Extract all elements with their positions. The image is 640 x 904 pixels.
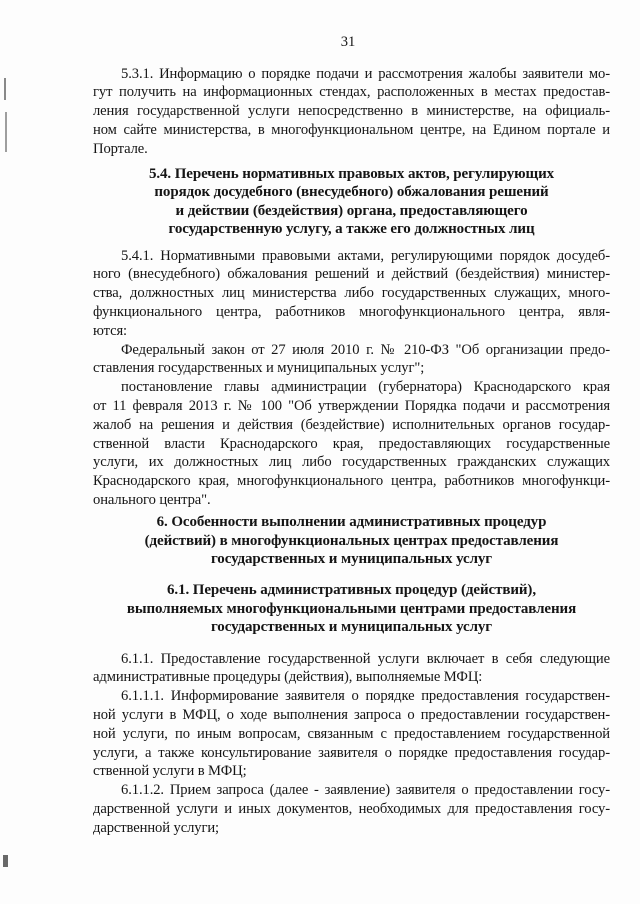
paragraph-line: дарственной услуги и иных документов, необходимых для предоставления госу-	[93, 800, 610, 817]
heading-line: (действий) в многофункциональных центрах предоставления	[144, 532, 559, 549]
body-text-5-4	[93, 247, 610, 510]
paragraph-line: онального центра".	[93, 491, 211, 508]
paragraph-line: функционального центра, работников многофункционального центра, явля-	[93, 303, 610, 320]
paragraph-line: ственной услуги в МФЦ;	[93, 763, 247, 780]
body-text-6-1	[93, 650, 610, 838]
heading-line: и действии (бездействия) органа, предоставляющего	[175, 202, 528, 219]
paragraph-line: Краснодарского края, многофункционального центра, работников многофункци-	[93, 473, 610, 490]
paragraph-line: 5.4.1. Нормативными правовыми актами, регулирующими порядок досудеб-	[121, 247, 610, 264]
paragraph-6-1-1-1	[93, 687, 610, 781]
section-heading-6-1	[93, 581, 610, 637]
section-heading-6	[93, 513, 610, 569]
heading-line: государственных и муниципальных услуг	[210, 619, 493, 636]
heading-line: государственных и муниципальных услуг	[210, 551, 493, 568]
paragraph-federal-law	[93, 341, 610, 379]
paragraph-line: жалоб на решения и действия (бездействие) исполнительных органов государ-	[93, 416, 610, 433]
paragraph-5-4-1	[93, 247, 610, 341]
paragraph-line: ления государственной услуги непосредственно в министерстве, на официаль-	[93, 103, 610, 120]
heading-line: порядок досудебного (внесудебного) обжалования решений	[154, 184, 549, 201]
scan-artifact	[5, 112, 7, 152]
paragraph-line: от 11 февраля 2013 г. № 100 "Об утверждении Порядка подачи и рассмотрения	[93, 397, 610, 414]
scan-artifact	[4, 78, 6, 100]
paragraph-line: 6.1.1.2. Прием запроса (далее - заявление) заявителя о предоставлении госу-	[121, 782, 610, 799]
heading-line: выполняемых многофункциональными центрами предоставления	[126, 600, 577, 617]
paragraph-line: ственной власти Краснодарского края, предоставляющих государственные	[93, 435, 610, 452]
paragraph-line: постановление главы администрации (губернатора) Краснодарского края	[121, 379, 610, 396]
paragraph-line: Федеральный закон от 27 июля 2010 г. № 210-ФЗ "Об организации предо-	[121, 341, 610, 358]
paragraph-line: ной услуги, по иным вопросам, связанным с предоставлением государственной	[93, 725, 610, 742]
page-number: 31	[340, 34, 356, 50]
paragraph-line: Портале.	[93, 140, 148, 157]
paragraph-line: ства, должностных лиц министерства либо государственных служащих, много-	[93, 285, 610, 302]
paragraph-line: услуги, а также консультирование заявителя о порядке предоставления государ-	[93, 744, 610, 761]
paragraph-line: ставления государственных и муниципальных услуг";	[93, 360, 425, 377]
paragraph-resolution	[93, 378, 610, 510]
paragraph-5-3-1	[93, 65, 610, 159]
paragraph-6-1-1	[93, 650, 610, 688]
paragraph-line: гут получить на информационных стендах, расположенных в местах предостав-	[93, 84, 610, 101]
paragraph-line: ются:	[93, 322, 128, 339]
paragraph-line: 6.1.1. Предоставление государственной услуги включает в себя следующие	[121, 650, 610, 667]
paragraph-line: ном сайте министерства, в многофункциональном центре, на Едином портале и	[93, 121, 610, 138]
paragraph-line: дарственной услуги;	[93, 819, 220, 836]
section-heading-5-4	[93, 165, 610, 239]
paragraph-line: ной услуги в МФЦ, о ходе выполнения запроса о предоставлении государствен-	[93, 706, 610, 723]
paragraph-line: 6.1.1.1. Информирование заявителя о порядке предоставления государствен-	[121, 688, 610, 705]
paragraph-line: ного (внесудебного) обжалования решений и действий (бездействия) министер-	[93, 266, 610, 283]
paragraph-line: административные процедуры (действия), выполняемые МФЦ:	[93, 669, 483, 686]
heading-line: 5.4. Перечень нормативных правовых актов, регулирующих	[148, 165, 555, 182]
paragraph-line: 5.3.1. Информацию о порядке подачи и рассмотрения жалобы заявители мо-	[121, 65, 610, 82]
scan-artifact	[3, 855, 8, 867]
heading-line: государственную услугу, а также его должностных лиц	[168, 221, 535, 238]
heading-line: 6.1. Перечень административных процедур (действий),	[167, 582, 536, 598]
paragraph-line: услуги, их должностных лиц либо государственных гражданских служащих	[93, 454, 610, 471]
paragraph-6-1-1-2	[93, 781, 610, 837]
heading-line: 6. Особенности выполнении административных процедур	[156, 514, 547, 530]
